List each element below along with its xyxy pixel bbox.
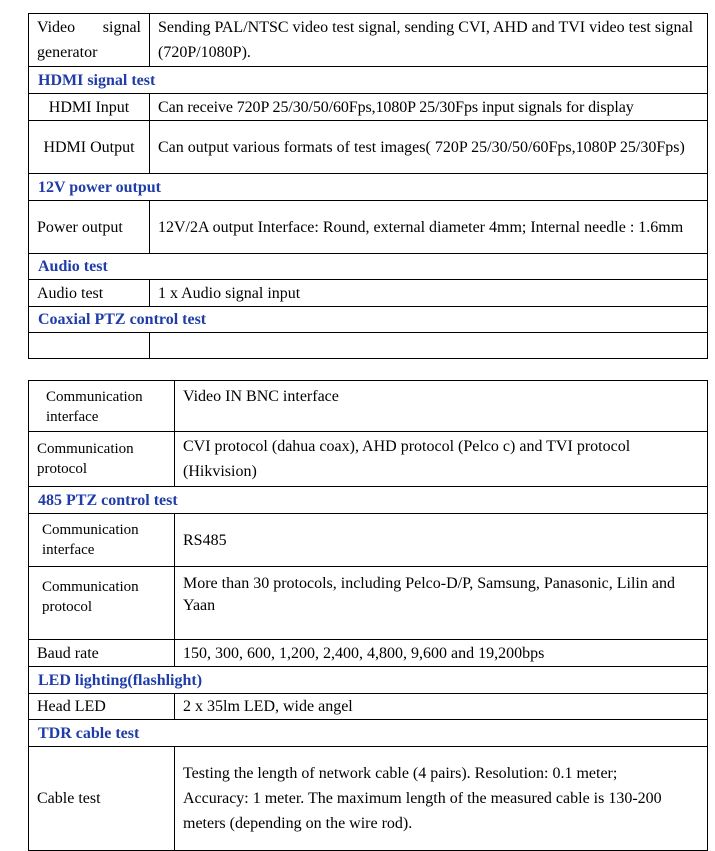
row-coax-communication-interface [29,381,708,432]
row-coax-communication-protocol [29,432,708,487]
row-audio-test [29,280,708,307]
value-audio-test: 1 x Audio signal input [150,280,708,307]
row-video-signal-generator [29,14,708,67]
section-hdmi-signal-test [29,67,708,94]
value-cable-test: Testing the length of network cable (4 pairs). Resolution: 0.1 meter; Accuracy: 1 meter. The maximum length of the measured cable is 130-200 meters (depending on the wire rod). [175,747,708,851]
section-led-lighting [29,667,708,694]
value-coax-communication-interface: Video IN BNC interface [175,381,708,432]
row-cable-test [29,747,708,851]
value-video-signal-generator: Sending PAL/NTSC video test signal, sending CVI, AHD and TVI video test signal (720P/1080P). [150,14,708,67]
row-hdmi-input [29,94,708,121]
value-485-communication-protocol: More than 30 protocols, including Pelco-D/P, Samsung, Panasonic, Lilin and Yaan [175,567,708,640]
label-485-communication-protocol: Communication protocol [29,567,175,640]
row-485-communication-interface [29,514,708,567]
value-power-output: 12V/2A output Interface: Round, external diameter 4mm; Internal needle : 1.6mm [150,201,708,254]
value-485-communication-interface: RS485 [175,514,708,567]
row-empty [29,333,708,359]
section-coaxial-ptz [29,307,708,333]
section-title-485: 485 PTZ control test [29,487,708,514]
label-baud-rate: Baud rate [29,640,175,667]
label-hdmi-input: HDMI Input [29,94,150,121]
label-coax-communication-interface: Communication interface [29,381,175,432]
label-head-led: Head LED [29,694,175,720]
label-485-communication-interface: Communication interface [29,514,175,567]
section-tdr-cable [29,720,708,747]
label-hdmi-output: HDMI Output [29,121,150,174]
value-baud-rate: 150, 300, 600, 1,200, 2,400, 4,800, 9,600 and 19,200bps [175,640,708,667]
value-head-led: 2 x 35lm LED, wide angel [175,694,708,720]
section-title-hdmi: HDMI signal test [29,67,708,94]
section-title-coaxial: Coaxial PTZ control test [29,307,708,333]
section-12v-power-output [29,174,708,201]
section-audio-test [29,254,708,280]
value-hdmi-input: Can receive 720P 25/30/50/60Fps,1080P 25/30Fps input signals for display [150,94,708,121]
label-video-signal-generator: Video signal generator [29,14,150,67]
label-cable-test: Cable test [29,747,175,851]
label-coax-communication-protocol: Communication protocol [29,432,175,487]
empty-cell-label [29,333,150,359]
label-power-output: Power output [29,201,150,254]
row-power-output [29,201,708,254]
row-hdmi-output [29,121,708,174]
empty-cell-value [150,333,708,359]
label-audio-test: Audio test [29,280,150,307]
spec-table-1 [28,13,708,359]
row-485-communication-protocol [29,567,708,640]
section-title-audio: Audio test [29,254,708,280]
row-head-led [29,694,708,720]
spec-table-2 [28,380,708,851]
section-title-tdr: TDR cable test [29,720,708,747]
section-title-power: 12V power output [29,174,708,201]
value-coax-communication-protocol: CVI protocol (dahua coax), AHD protocol (Pelco c) and TVI protocol (Hikvision) [175,432,708,487]
value-hdmi-output: Can output various formats of test images( 720P 25/30/50/60Fps,1080P 25/30Fps) [150,121,708,174]
section-title-led: LED lighting(flashlight) [29,667,708,694]
section-485-ptz [29,487,708,514]
row-baud-rate [29,640,708,667]
